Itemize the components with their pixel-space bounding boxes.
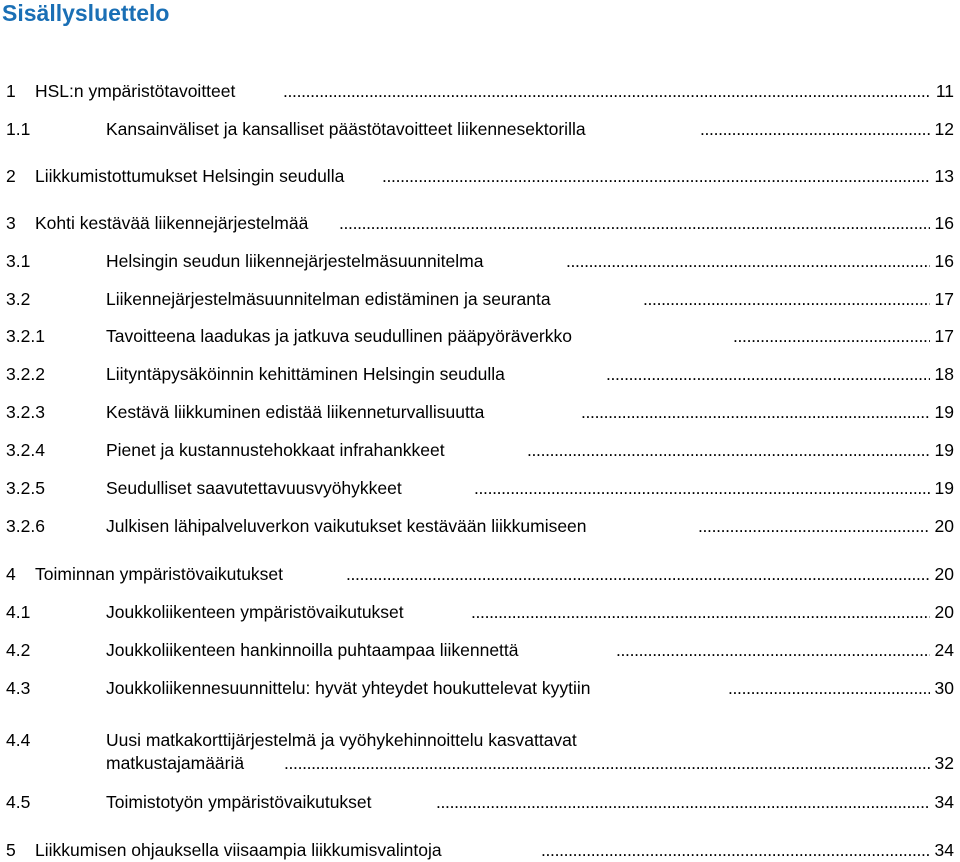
toc-entry[interactable] [6, 473, 954, 499]
toc-entry[interactable] [6, 835, 954, 861]
toc-leader-dots [436, 791, 930, 813]
toc-entry-number: 3.2.6 [6, 516, 45, 536]
toc-entry-number: 3.2.3 [6, 402, 45, 422]
toc-entry-page: 16 [934, 251, 954, 271]
toc-entry-page: 12 [934, 119, 954, 139]
toc-entry[interactable] [6, 673, 954, 699]
toc-entry-page: 19 [934, 478, 954, 498]
toc-entry[interactable] [6, 787, 954, 813]
toc-entry[interactable] [6, 208, 954, 234]
toc-leader-dots [339, 212, 930, 234]
toc-entry-page: 11 [935, 81, 954, 101]
toc-entry[interactable] [6, 246, 954, 272]
toc-entry-page: 17 [934, 326, 954, 346]
toc-entry-number: 4 [6, 564, 16, 584]
toc-entry[interactable] [6, 397, 954, 423]
toc-entry-number: 3.2 [6, 289, 31, 309]
toc-entry-number: 3.2.2 [6, 364, 45, 384]
toc-entry-number: 4.4 [6, 730, 31, 750]
toc-leader-dots [698, 515, 930, 537]
toc-leader-dots [728, 677, 930, 699]
toc-entry-text: Liityntäpysäköinnin kehittäminen Helsingin seudulla [106, 364, 505, 384]
toc-leader-dots [471, 601, 930, 623]
toc-leader-dots [541, 839, 930, 861]
toc-title: Sisällysluettelo [2, 0, 170, 26]
toc-entry-text: Joukkoliikenteen ympäristövaikutukset [106, 602, 404, 622]
toc-leader-dots [606, 363, 930, 385]
toc-entry[interactable] [6, 597, 954, 623]
toc-leader-dots [643, 288, 930, 310]
toc-entry[interactable] [6, 511, 954, 537]
toc-entry-continuation[interactable] [6, 748, 954, 774]
toc-leader-dots [616, 639, 930, 661]
toc-entry[interactable] [6, 161, 954, 187]
toc-entry-text: Helsingin seudun liikennejärjestelmäsuunnitelma [106, 251, 484, 271]
toc-entry[interactable] [6, 76, 954, 102]
toc-entry-page: 20 [934, 564, 954, 584]
toc-entry-text: Toimistotyön ympäristövaikutukset [106, 792, 372, 812]
toc-leader-dots [284, 752, 930, 774]
toc-entry-text: Kansainväliset ja kansalliset päästötavoitteet liikennesektorilla [106, 119, 586, 139]
toc-entry-text: Joukkoliikennesuunnittelu: hyvät yhteydet houkuttelevat kyytiin [106, 678, 591, 698]
toc-entry-text: Uusi matkakorttijärjestelmä ja vyöhykehinnoittelu kasvattavat [106, 730, 577, 750]
toc-entry-page: 19 [934, 440, 954, 460]
toc-entry[interactable] [6, 359, 954, 385]
toc-entry-number: 3.2.5 [6, 478, 45, 498]
toc-entry-number: 4.2 [6, 640, 31, 660]
toc-entry-number: 4.3 [6, 678, 31, 698]
toc-entry[interactable] [6, 435, 954, 461]
toc-entry-text: HSL:n ympäristötavoitteet [35, 81, 236, 101]
toc-entry-page: 20 [934, 602, 954, 622]
toc-entry-number: 2 [6, 166, 16, 186]
toc-entry-page: 34 [934, 840, 954, 860]
toc-entry-page: 19 [934, 402, 954, 422]
toc-entry-number: 3.2.4 [6, 440, 45, 460]
toc-leader-dots [527, 439, 930, 461]
toc-entry-text: Pienet ja kustannustehokkaat infrahankkeet [106, 440, 445, 460]
toc-leader-dots [700, 118, 930, 140]
toc-entry[interactable] [6, 284, 954, 310]
toc-entry-text: Toiminnan ympäristövaikutukset [35, 564, 284, 584]
toc-entry-text: Kestävä liikkuminen edistää liikenneturvallisuutta [106, 402, 485, 422]
toc-entry[interactable] [6, 559, 954, 585]
toc-entry-page: 34 [934, 792, 954, 812]
toc-leader-dots [566, 250, 930, 272]
toc-entry-number: 3.2.1 [6, 326, 45, 346]
toc-leader-dots [581, 401, 930, 423]
toc-entry-page: 17 [934, 289, 954, 309]
toc-entry-page: 18 [934, 364, 954, 384]
toc-entry-number: 1.1 [6, 119, 31, 139]
toc-leader-dots [382, 165, 930, 187]
toc-entry-number: 4.5 [6, 792, 31, 812]
toc-entry-number: 3.1 [6, 251, 31, 271]
toc-entry-text: Julkisen lähipalveluverkon vaikutukset kestävään liikkumiseen [106, 516, 587, 536]
toc-entry-text-line2: matkustajamääriä [106, 753, 245, 773]
toc-entry-text: Seudulliset saavutettavuusvyöhykkeet [106, 478, 402, 498]
toc-entry-text: Joukkoliikenteen hankinnoilla puhtaampaa liikennettä [106, 640, 519, 660]
toc-entry-page: 13 [934, 166, 954, 186]
toc-entry-number: 3 [6, 213, 16, 233]
toc-leader-dots [733, 325, 930, 347]
toc-entry[interactable] [6, 114, 954, 140]
toc-entry[interactable] [6, 635, 954, 661]
toc-entry-page: 32 [934, 753, 954, 773]
toc-leader-dots [346, 563, 930, 585]
toc-entry-number: 1 [6, 81, 16, 101]
toc-entry-text: Kohti kestävää liikennejärjestelmää [35, 213, 309, 233]
toc-leader-dots [474, 477, 930, 499]
toc-entry-text: Liikkumistottumukset Helsingin seudulla [35, 166, 345, 186]
toc-entry-page: 20 [934, 516, 954, 536]
toc-entry-page: 16 [934, 213, 954, 233]
toc-entry-number: 4.1 [6, 602, 31, 622]
toc-entry[interactable] [6, 321, 954, 347]
toc-entry-text: Tavoitteena laadukas ja jatkuva seudullinen pääpyöräverkko [106, 326, 572, 346]
toc-entry-number: 5 [6, 840, 16, 860]
toc-entry-text: Liikkumisen ohjauksella viisaampia liikkumisvalintoja [35, 840, 442, 860]
toc-entry-page: 30 [934, 678, 954, 698]
toc-entry-text: Liikennejärjestelmäsuunnitelman edistäminen ja seuranta [106, 289, 551, 309]
toc-leader-dots [283, 80, 930, 102]
toc-entry-page: 24 [934, 640, 954, 660]
